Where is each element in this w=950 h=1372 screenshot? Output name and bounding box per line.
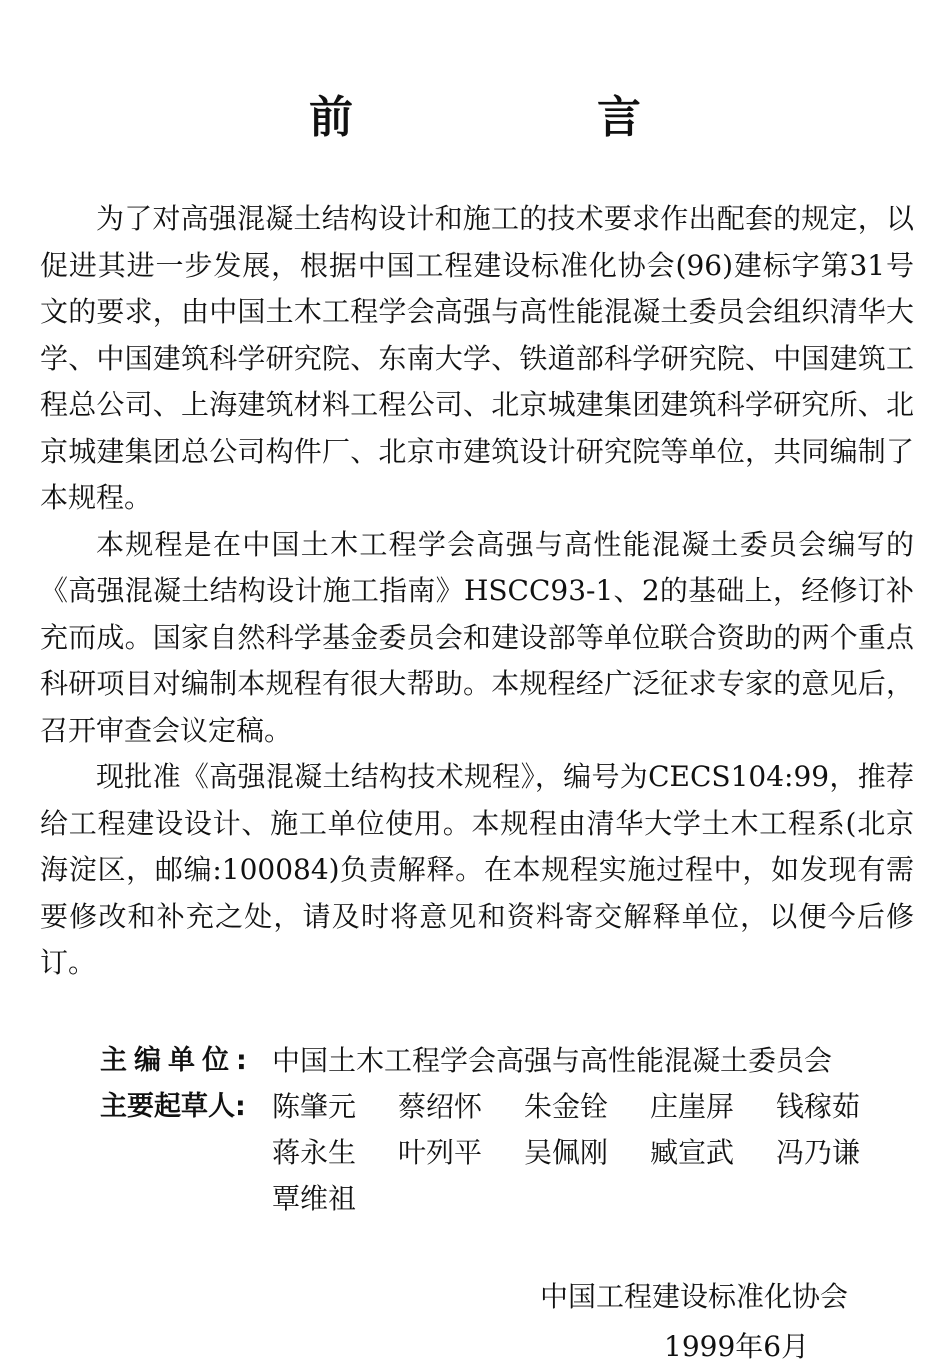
signature-organization: 中国工程建设标准化协会: [540, 1280, 849, 1313]
drafter-name: 蔡绍怀: [398, 1090, 483, 1123]
chief-unit-label: 主编单位:: [100, 1045, 254, 1076]
drafter-name: 钱稼茹: [776, 1090, 861, 1123]
paragraph-1: 为了对高强混凝土结构设计和施工的技术要求作出配套的规定，以促进其进一步发展，根据中国工程建设标准化协会(96)建标字第31号文的要求，由中国土木工程学会高强与高性能混凝土委员会组织清华大学、中国建筑科学研究院、东南大学、铁道部科学研究院、中国建筑工程总公司、上海建筑材料工程公司、北京城建集团建筑科学研究所、北京城建集团总公司构件厂、北京市建筑设计研究院等单位，共同编制了本规程。: [40, 202, 914, 514]
drafter-name: 朱金铨: [524, 1090, 609, 1123]
drafter-name: 庄崖屏: [650, 1090, 735, 1123]
paragraph-3: 现批准《高强混凝土结构技术规程》，编号为CECS104:99，推荐给工程建设设计、施工单位使用。本规程由清华大学土木工程系(北京海淀区，邮编:100084)负责解释。在本规程实施过程中，如发现有需要修改和补充之处，请及时将意见和资料寄交解释单位，以便今后修订。: [40, 760, 914, 979]
signature-date: 1999年6月: [664, 1330, 810, 1363]
drafter-name: 蒋永生: [272, 1136, 357, 1169]
chief-unit-row: [100, 1038, 920, 1084]
drafter-name: 覃维祖: [272, 1182, 357, 1215]
drafter-name: 冯乃谦: [776, 1136, 861, 1169]
drafter-name: 陈肇元: [272, 1090, 357, 1123]
preface-body: [40, 196, 914, 987]
signature-block: [540, 1272, 900, 1372]
drafters-row: [100, 1084, 920, 1222]
page-title: 前 言: [309, 92, 741, 143]
drafter-name: 叶列平: [398, 1136, 483, 1169]
chief-unit-value: 中国土木工程学会高强与高性能混凝土委员会: [272, 1044, 833, 1077]
credits-block: [100, 1038, 920, 1222]
drafters-label: 主要起草人:: [100, 1091, 246, 1122]
drafter-name: 吴佩刚: [524, 1136, 609, 1169]
paragraph-2: 本规程是在中国土木工程学会高强与高性能混凝土委员会编写的《高强混凝土结构设计施工指南》HSCC93-1、2的基础上，经修订补充而成。国家自然科学基金委员会和建设部等单位联合资助的两个重点科研项目对编制本规程有很大帮助。本规程经广泛征求专家的意见后，召开审查会议定稿。: [40, 527, 914, 747]
drafters-names: [272, 1084, 920, 1222]
drafter-name: 臧宣武: [650, 1136, 735, 1169]
